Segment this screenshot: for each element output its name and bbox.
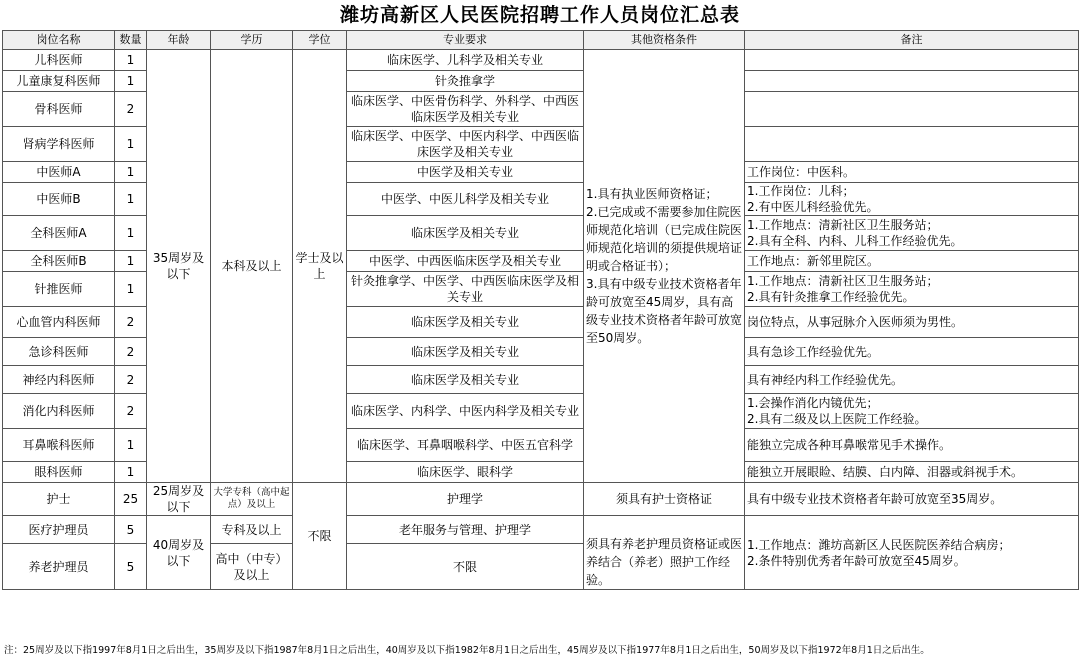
remark (745, 50, 1079, 71)
major-requirement: 护理学 (347, 483, 584, 516)
position-name: 急诊科医师 (3, 338, 115, 366)
age-requirement: 40周岁及以下 (147, 516, 211, 590)
position-count: 1 (115, 429, 147, 462)
position-count: 1 (115, 50, 147, 71)
header-cell: 其他资格条件 (584, 31, 745, 50)
position-count: 5 (115, 516, 147, 544)
other-qualifications: 1.具有执业医师资格证； 2.已完成或不需要参加住院医师规范化培训（已完成住院医师规范化培训的须提供规培证明或合格证书）； 3.具有中级专业技术资格者年龄可放宽至45周岁，具有高级专业技术资格者年龄可放宽至50周岁。 (584, 50, 745, 483)
position-count: 1 (115, 462, 147, 483)
header-cell: 学位 (293, 31, 347, 50)
position-name: 养老护理员 (3, 544, 115, 590)
position-name: 中医师B (3, 183, 115, 216)
remark: 具有中级专业技术资格者年龄可放宽至35周岁。 (745, 483, 1079, 516)
header-cell: 岗位名称 (3, 31, 115, 50)
page-title: 潍坊高新区人民医院招聘工作人员岗位汇总表 (339, 4, 740, 26)
position-count: 1 (115, 127, 147, 162)
remark: 能独立开展眼睑、结膜、白内障、泪器或斜视手术。 (745, 462, 1079, 483)
remark: 工作岗位：中医科。 (745, 162, 1079, 183)
position-count: 1 (115, 183, 147, 216)
position-count: 25 (115, 483, 147, 516)
position-count: 1 (115, 251, 147, 272)
remark: 具有神经内科工作经验优先。 (745, 366, 1079, 394)
major-requirement: 不限 (347, 544, 584, 590)
header-cell: 年龄 (147, 31, 211, 50)
education-requirement: 本科及以上 (211, 50, 293, 483)
position-name: 护士 (3, 483, 115, 516)
position-count: 2 (115, 307, 147, 338)
major-requirement: 老年服务与管理、护理学 (347, 516, 584, 544)
position-name: 骨科医师 (3, 92, 115, 127)
major-requirement: 临床医学、内科学、中医内科学及相关专业 (347, 394, 584, 429)
position-name: 中医师A (3, 162, 115, 183)
other-qualifications: 须具有养老护理员资格证或医养结合（养老）照护工作经验。 (584, 516, 745, 590)
remark (745, 127, 1079, 162)
remark: 能独立完成各种耳鼻喉常见手术操作。 (745, 429, 1079, 462)
remark: 工作地点：新邻里院区。 (745, 251, 1079, 272)
position-count: 1 (115, 272, 147, 307)
position-name: 消化内科医师 (3, 394, 115, 429)
position-name: 眼科医师 (3, 462, 115, 483)
remark: 1.会操作消化内镜优先； 2.具有二级及以上医院工作经验。 (745, 394, 1079, 429)
position-count: 1 (115, 71, 147, 92)
major-requirement: 临床医学及相关专业 (347, 216, 584, 251)
header-cell: 数量 (115, 31, 147, 50)
remark (745, 92, 1079, 127)
major-requirement: 中医学、中西医临床医学及相关专业 (347, 251, 584, 272)
major-requirement: 临床医学及相关专业 (347, 366, 584, 394)
position-count: 2 (115, 366, 147, 394)
header-row (3, 31, 1079, 50)
position-name: 肾病学科医师 (3, 127, 115, 162)
major-requirement: 临床医学、耳鼻咽喉科学、中医五官科学 (347, 429, 584, 462)
position-name: 神经内科医师 (3, 366, 115, 394)
remark: 1.工作地点：清新社区卫生服务站； 2.具有全科、内科、儿科工作经验优先。 (745, 216, 1079, 251)
position-count: 2 (115, 338, 147, 366)
major-requirement: 临床医学、中医骨伤科学、外科学、中西医临床医学及相关专业 (347, 92, 584, 127)
remark: 岗位特点，从事冠脉介入医师须为男性。 (745, 307, 1079, 338)
major-requirement: 临床医学及相关专业 (347, 338, 584, 366)
education-requirement: 高中（中专）及以上 (211, 544, 293, 590)
remark: 1.工作地点：潍坊高新区人民医院医养结合病房； 2.条件特别优秀者年龄可放宽至45周岁。 (745, 516, 1079, 590)
header-cell: 专业要求 (347, 31, 584, 50)
position-name: 儿童康复科医师 (3, 71, 115, 92)
position-name: 全科医师A (3, 216, 115, 251)
header-cell: 学历 (211, 31, 293, 50)
position-name: 耳鼻喉科医师 (3, 429, 115, 462)
major-requirement: 临床医学及相关专业 (347, 307, 584, 338)
position-name: 针推医师 (3, 272, 115, 307)
other-qualifications: 须具有护士资格证 (584, 483, 745, 516)
degree-requirement: 不限 (293, 483, 347, 590)
age-requirement: 35周岁及以下 (147, 50, 211, 483)
major-requirement: 针灸推拿学、中医学、中西医临床医学及相关专业 (347, 272, 584, 307)
remark: 1.工作地点：清新社区卫生服务站； 2.具有针灸推拿工作经验优先。 (745, 272, 1079, 307)
age-requirement: 25周岁及以下 (147, 483, 211, 516)
table-row (3, 50, 1079, 71)
table-row (3, 483, 1079, 516)
degree-requirement: 学士及以上 (293, 50, 347, 483)
education-requirement: 专科及以上 (211, 516, 293, 544)
remark: 1.工作岗位：儿科； 2.有中医儿科经验优先。 (745, 183, 1079, 216)
position-count: 1 (115, 162, 147, 183)
position-name: 医疗护理员 (3, 516, 115, 544)
header-cell: 备注 (745, 31, 1079, 50)
position-name: 心血管内科医师 (3, 307, 115, 338)
major-requirement: 临床医学、儿科学及相关专业 (347, 50, 584, 71)
positions-table (2, 30, 1079, 590)
major-requirement: 临床医学、眼科学 (347, 462, 584, 483)
position-count: 5 (115, 544, 147, 590)
major-requirement: 临床医学、中医学、中医内科学、中西医临床医学及相关专业 (347, 127, 584, 162)
footnote: 注：25周岁及以下指1997年8月1日之后出生，35周岁及以下指1987年8月1日之后出生，40周岁及以下指1982年8月1日之后出生，45周岁及以下指1977年8月1日之后出生，50周岁及以下指1972年8月1日之后出生。 (4, 645, 930, 656)
education-requirement: 大学专科（高中起点）及以上 (211, 483, 293, 516)
remark (745, 71, 1079, 92)
remark: 具有急诊工作经验优先。 (745, 338, 1079, 366)
table-row (3, 516, 1079, 544)
position-count: 2 (115, 394, 147, 429)
position-count: 2 (115, 92, 147, 127)
major-requirement: 中医学及相关专业 (347, 162, 584, 183)
position-count: 1 (115, 216, 147, 251)
position-name: 儿科医师 (3, 50, 115, 71)
major-requirement: 中医学、中医儿科学及相关专业 (347, 183, 584, 216)
major-requirement: 针灸推拿学 (347, 71, 584, 92)
position-name: 全科医师B (3, 251, 115, 272)
